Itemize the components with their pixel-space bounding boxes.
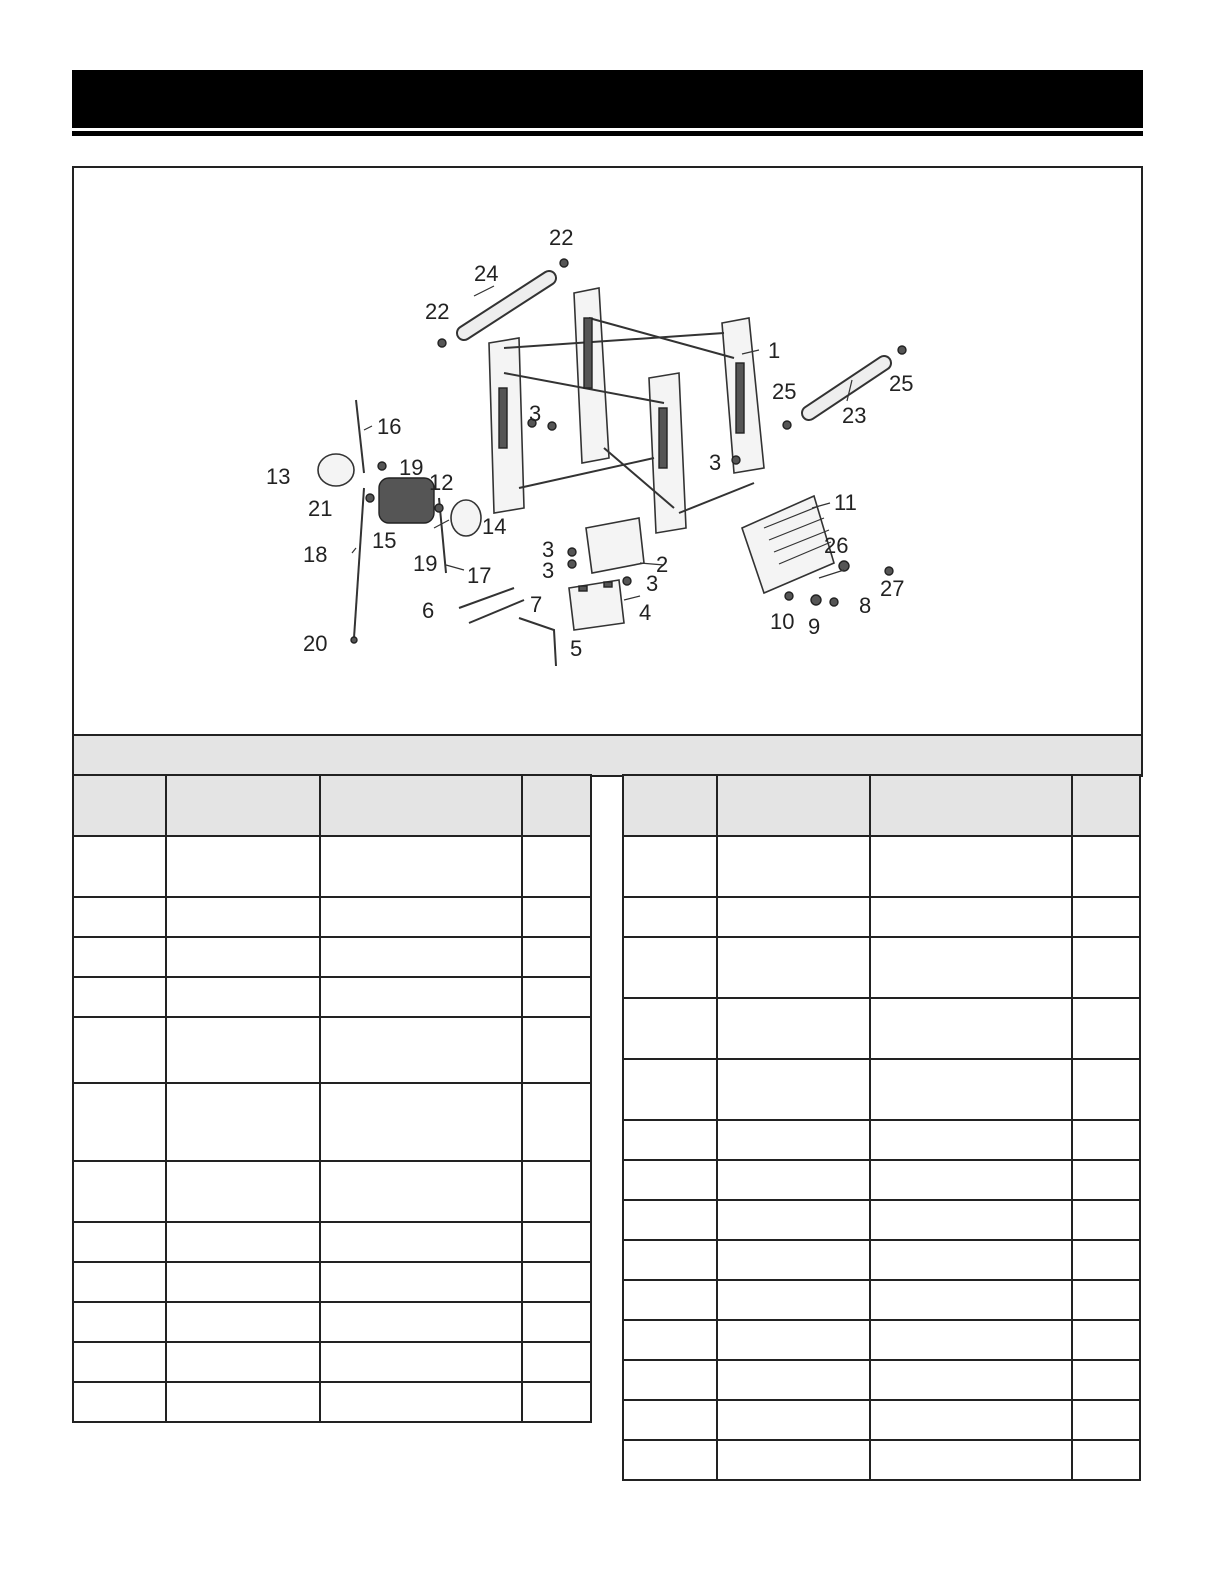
svg-text:1: 1 [768,338,781,363]
svg-text:9: 9 [808,614,821,639]
table-row [623,1059,1140,1120]
svg-text:25: 25 [889,371,914,396]
inverter-module [742,496,834,593]
svg-text:3: 3 [646,571,659,596]
header-rule [72,131,1143,136]
table-header-row [623,775,1140,836]
header-cell [623,775,717,836]
svg-text:17: 17 [467,563,492,588]
table-row [623,897,1140,937]
svg-text:5: 5 [570,636,583,661]
rod-24 [464,278,549,333]
svg-text:27: 27 [880,576,905,601]
svg-text:21: 21 [308,496,333,521]
cable-6 [459,588,514,608]
bracket-5 [519,618,556,666]
svg-text:11: 11 [834,490,857,515]
table-row [623,1200,1140,1240]
svg-text:20: 20 [303,631,328,656]
svg-text:7: 7 [530,592,543,617]
svg-text:19: 19 [413,551,438,576]
table-row [73,1262,591,1302]
exploded-parts-diagram [72,166,1143,736]
svg-text:13: 13 [266,464,291,489]
table-row [73,1083,591,1161]
table-row [73,1222,591,1262]
svg-text:12: 12 [429,470,454,495]
header-cell [1072,775,1140,836]
svg-text:18: 18 [303,542,328,567]
table-row [623,998,1140,1059]
table-row [623,1160,1140,1200]
header-cell [166,775,320,836]
svg-text:22: 22 [425,299,450,324]
header-cell [870,775,1072,836]
table-section-band [72,734,1143,777]
table-row [73,937,591,977]
table-row [73,1302,591,1342]
svg-text:2: 2 [656,552,669,577]
svg-text:3: 3 [542,537,555,562]
hose-16 [356,400,364,473]
battery [569,580,624,630]
table-row [623,1360,1140,1400]
table-row [623,1240,1140,1280]
cable-7 [469,600,524,623]
parts-drawing [74,168,1141,736]
svg-text:3: 3 [542,558,555,583]
header-cell [522,775,591,836]
table-row [73,1161,591,1222]
table-row [623,1120,1140,1160]
svg-text:8: 8 [859,593,872,618]
table-row [73,977,591,1017]
table-row [623,937,1140,998]
header-cell [320,775,522,836]
svg-text:16: 16 [377,414,402,439]
svg-text:6: 6 [422,598,435,623]
svg-text:26: 26 [824,533,849,558]
table-row [623,1320,1140,1360]
table-row [623,836,1140,897]
table-header-row [73,775,591,836]
table-row [73,1382,591,1422]
svg-text:3: 3 [529,401,542,426]
table-row [73,1342,591,1382]
header-cell [717,775,870,836]
table-row [73,897,591,937]
parts-table-left [72,774,592,1423]
svg-text:25: 25 [772,379,797,404]
table-row [623,1280,1140,1320]
table-row [73,1017,591,1083]
hose-18 [354,488,364,638]
parts-table-right [622,774,1141,1481]
svg-text:23: 23 [842,403,867,428]
svg-text:14: 14 [482,514,507,539]
table-row [73,836,591,897]
svg-text:10: 10 [770,609,795,634]
table-row [623,1440,1140,1480]
svg-text:22: 22 [549,225,574,250]
svg-text:24: 24 [474,261,499,286]
table-row [623,1400,1140,1440]
svg-text:19: 19 [399,455,424,480]
svg-text:15: 15 [372,528,397,553]
svg-text:3: 3 [709,450,722,475]
battery-box [586,518,644,573]
page-header-bar [72,70,1143,128]
svg-text:4: 4 [639,600,652,625]
header-cell [73,775,166,836]
